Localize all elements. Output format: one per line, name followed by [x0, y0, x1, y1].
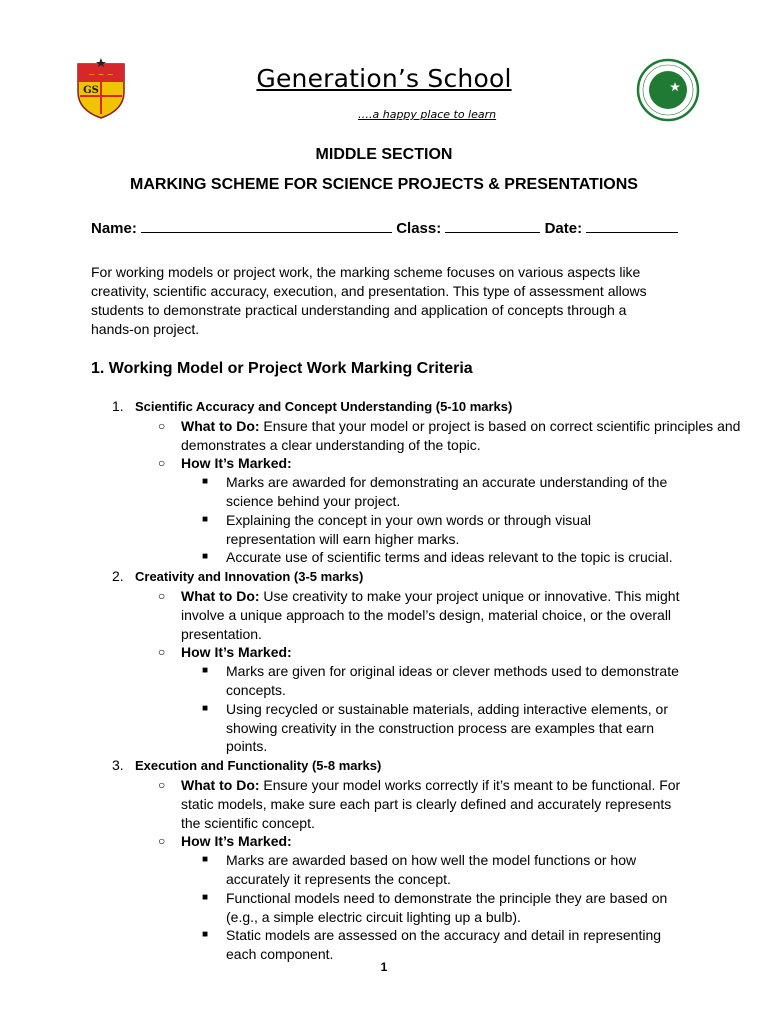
what-text: Use creativity to make your project unique or innovative. This might involve a unique approach to the model’s design, material choice, or the overall presentation.: [181, 587, 680, 642]
hollow-bullet-icon: ○: [158, 834, 166, 849]
class-label: Class:: [396, 220, 442, 237]
marking-point-text: Explaining the concept in your own words or through visual representation will earn higher marks.: [226, 511, 591, 547]
criterion-title: Scientific Accuracy and Concept Understanding (5-10 marks): [135, 399, 513, 414]
date-label: Date:: [544, 220, 583, 237]
marking-point: [0, 889, 768, 927]
how-label: How It’s Marked:: [181, 644, 292, 661]
criterion-number: 1.: [112, 398, 124, 414]
name-blank[interactable]: [141, 220, 392, 233]
page-number: 1: [380, 960, 388, 974]
how-label: How It’s Marked:: [181, 833, 292, 850]
intro-paragraph: For working models or project work, the marking scheme focuses on various aspects like creativity, scientific accuracy, execution, and presentation. This type of assessment allows students to demonstrate practical understanding and application of concepts through a hands-on project.: [91, 264, 647, 337]
marking-point: [0, 851, 768, 889]
square-bullet-icon: ■: [202, 854, 209, 866]
marking-point-text: Marks are given for original ideas or clever methods used to demonstrate concepts.: [226, 663, 679, 698]
criterion-number: 2.: [112, 568, 124, 585]
name-label: Name:: [91, 220, 137, 237]
square-bullet-icon: ■: [202, 665, 209, 677]
how-marked-item: [0, 643, 768, 662]
marking-point-text: Accurate use of scientific terms and ideas relevant to the topic is crucial.: [226, 549, 673, 566]
hollow-bullet-icon: ○: [158, 777, 166, 792]
what-text: Ensure your model works correctly if it’s meant to be functional. For static models, make sure each part is clearly defined and accurately represents the scientific concept.: [181, 776, 681, 831]
what-to-do-item: [0, 776, 768, 832]
square-bullet-icon: ■: [202, 476, 209, 488]
marking-point: [0, 473, 768, 511]
hollow-bullet-icon: ○: [158, 645, 166, 660]
what-to-do-item: [0, 587, 768, 643]
student-info-row: [91, 220, 678, 237]
marking-point-text: Using recycled or sustainable materials, adding interactive elements, or showing creativity in the construction process are examples that earn points.: [226, 700, 668, 755]
svg-text:~ ~ ~: ~ ~ ~: [88, 70, 114, 79]
criterion-number: 3.: [112, 757, 124, 774]
criteria-list: [0, 397, 768, 964]
what-label: What to Do:: [181, 417, 260, 434]
school-name: Generation’s School: [256, 64, 512, 93]
hollow-bullet-icon: ○: [158, 418, 166, 433]
criterion-title: Creativity and Innovation (3-5 marks): [135, 569, 364, 585]
square-bullet-icon: ■: [202, 891, 209, 903]
section-title: MIDDLE SECTION: [315, 146, 453, 163]
school-tagline: ….a happy place to learn: [358, 108, 497, 121]
criteria-heading: 1. Working Model or Project Work Marking Criteria: [91, 360, 473, 377]
marking-point: [0, 926, 768, 964]
marking-point: [0, 700, 768, 756]
hollow-bullet-icon: ○: [158, 456, 166, 471]
marking-point: [0, 662, 768, 700]
marking-point-text: Functional models need to demonstrate the principle they are based on (e.g., a simple electric circuit lighting up a bulb).: [226, 889, 668, 925]
criterion-item: [0, 567, 768, 587]
marking-point-text: Marks are awarded for demonstrating an accurate understanding of the science behind your project.: [226, 474, 668, 509]
class-blank[interactable]: [445, 220, 540, 233]
criterion-item: [0, 397, 768, 417]
hollow-bullet-icon: ○: [158, 588, 166, 603]
what-label: What to Do:: [181, 587, 260, 604]
scheme-title: MARKING SCHEME FOR SCIENCE PROJECTS & PRESENTATIONS: [130, 176, 638, 193]
marking-point-text: Static models are assessed on the accuracy and detail in representing each component.: [226, 927, 662, 963]
marking-point-text: Marks are awarded based on how well the model functions or how accurately it represents the concept.: [226, 852, 637, 887]
square-bullet-icon: ■: [202, 929, 209, 941]
criterion-title: Execution and Functionality (5-8 marks): [135, 758, 382, 774]
square-bullet-icon: ■: [202, 551, 209, 563]
what-label: What to Do:: [181, 776, 260, 793]
square-bullet-icon: ■: [202, 702, 209, 714]
what-to-do-item: [0, 417, 768, 455]
how-marked-item: [0, 832, 768, 851]
how-marked-item: [0, 454, 768, 473]
marking-point: [0, 548, 768, 567]
date-blank[interactable]: [586, 220, 678, 233]
what-text: Ensure that your model or project is based on correct scientific principles and demonstrates a clear understanding of the topic.: [181, 417, 741, 453]
how-label: How It’s Marked:: [181, 455, 292, 472]
svg-text:GS: GS: [83, 85, 99, 96]
square-bullet-icon: ■: [202, 513, 209, 525]
marking-point: [0, 511, 768, 549]
criterion-item: [0, 756, 768, 776]
